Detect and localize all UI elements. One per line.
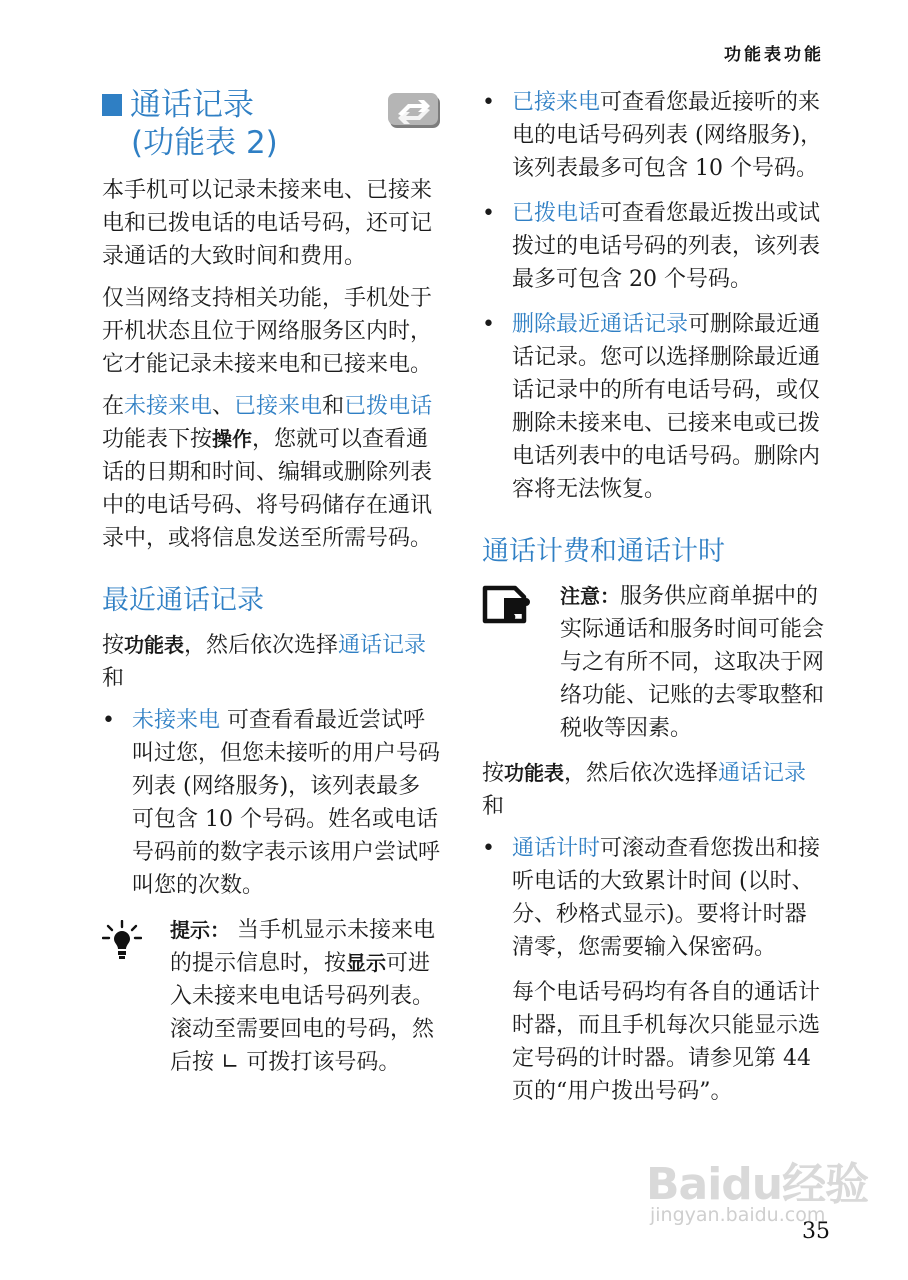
note-label: 注意： (560, 584, 620, 608)
intro-paragraph-1: 本手机可以记录未接来电、已接来电和已拨电话的电话号码，还可记录通话的大致时间和费用。 (102, 178, 433, 269)
press-menu-instruction (102, 629, 442, 695)
text-run: 按 (482, 761, 505, 786)
text-run: 可拨打该号码。 (239, 1050, 401, 1075)
text-run: ，您就可以查看通话的日期和时间、编辑或删除列表中的电话号码、将号码储存在通讯录中，或将信息发送至所需号码。 (102, 427, 433, 551)
note-text: 服务供应商单据中的实际通话和服务时间可能会与之有所不同，这取决于网络功能、记账的去零取整和税收等因素。 (560, 584, 825, 741)
text-run: 和 (102, 666, 125, 691)
menu-term-missed: 未接来电 (124, 394, 213, 419)
menu-term-call-log: 通话记录 (718, 761, 807, 786)
right-column (482, 86, 827, 1108)
softkey-term-options: 操作 (212, 427, 253, 451)
text-run: ，然后依次选择 (564, 761, 719, 786)
menu-term-call-timer: 通话计时 (512, 836, 601, 861)
text-run: ，然后依次选择 (184, 633, 339, 658)
text-run: 可进入未接来电电话号码列表。滚动至需要回电的号码，然后按 (170, 951, 435, 1075)
subsection-heading-cost-timer: 通话计费和通话计时 (482, 536, 725, 567)
note-hand-icon (482, 584, 534, 624)
press-menu-instruction-2 (482, 757, 827, 823)
lightbulb-icon (102, 920, 142, 962)
list-item-delete-recent (482, 308, 827, 506)
text-run: 和 (322, 394, 345, 419)
list-item-text: 可查看您最近拨出或试拨过的电话号码的列表，该列表最多可包含 20 个号码。 (512, 201, 821, 292)
bullet-dot: • (482, 312, 495, 337)
bullet-dot: • (482, 201, 495, 226)
text-run: 在 (102, 394, 125, 419)
list-item-text: 可删除最近通话记录。您可以选择删除最近通话记录中的所有电话号码，或仅删除未接来电、已接来电或已拨电话列表中的电话号码。删除内容将无法恢复。 (512, 312, 821, 502)
menu-term-delete-recent: 删除最近通话记录 (512, 312, 689, 337)
subsection-heading-recent: 最近通话记录 (102, 585, 264, 616)
section-subtitle: (功能表 2) (131, 125, 278, 161)
list-item-text: 可查看看最近尝试呼叫过您，但您未接听的用户号码列表 (网络服务)，该列表最多可包含 10 个号码。姓名或电话号码前的数字表示该用户尝试呼叫您的次数。 (132, 708, 441, 898)
actions-paragraph (102, 390, 442, 555)
softkey-term-menu: 功能表 (124, 633, 185, 657)
softkey-term-menu: 功能表 (504, 761, 565, 785)
page-number: 35 (802, 1219, 830, 1244)
section-title-block (102, 86, 442, 162)
square-bullet-icon (102, 94, 122, 116)
note-box (482, 580, 827, 745)
list-item-dialled-numbers (482, 197, 827, 296)
text-run: 当手机显示未接来电的提示信息时，按 (170, 918, 435, 976)
menu-term-dialled: 已拨电话 (512, 201, 601, 226)
text-run: 和 (482, 794, 505, 819)
text-run: 功能表下按 (102, 427, 213, 452)
section-title-text: 通话记录 (130, 87, 254, 123)
bullet-dot: • (102, 708, 115, 733)
call-log-menu-icon (386, 90, 444, 132)
softkey-term-show: 显示 (346, 951, 387, 975)
menu-term-missed: 未接来电 (132, 708, 221, 733)
tip-box (102, 914, 442, 1079)
menu-term-received: 已接来电 (512, 90, 601, 115)
running-header: 功能表功能 (724, 45, 824, 65)
tip-label: 提示： (170, 918, 230, 942)
menu-term-call-log: 通话记录 (338, 633, 427, 658)
bullet-dot: • (482, 90, 495, 115)
left-column (102, 86, 442, 1079)
call-key-icon: ∟ (221, 1050, 240, 1075)
text-run: 按 (102, 633, 125, 658)
list-item-text: 可查看您最近接听的来电的电话号码列表 (网络服务)，该列表最多可包含 10 个号码。 (512, 90, 823, 181)
bullet-dot: • (482, 836, 495, 861)
watermark-url: jingyan.baidu.com (650, 1204, 826, 1226)
watermark-logo-text: Baidu经验 (646, 1159, 869, 1210)
list-item-text: 可滚动查看您拨出和接听电话的大致累计时间 (以时、分、秒格式显示)。要将计时器清零，您需要输入保密码。 (512, 836, 821, 960)
list-item-call-timer (482, 832, 827, 964)
text-run: 、 (212, 394, 235, 419)
timer-note-paragraph: 每个电话号码均有各自的通话计时器，而且手机每次只能显示选定号码的计时器。请参见第 44 页的“用户拨出号码”。 (512, 980, 821, 1104)
menu-term-dialled: 已拨电话 (344, 394, 433, 419)
menu-term-received: 已接来电 (234, 394, 323, 419)
list-item-received-calls (482, 86, 827, 185)
intro-paragraph-2: 仅当网络支持相关功能，手机处于开机状态且位于网络服务区内时，它才能记录未接来电和已接来电。 (102, 286, 433, 377)
list-item-missed-calls (102, 704, 442, 902)
